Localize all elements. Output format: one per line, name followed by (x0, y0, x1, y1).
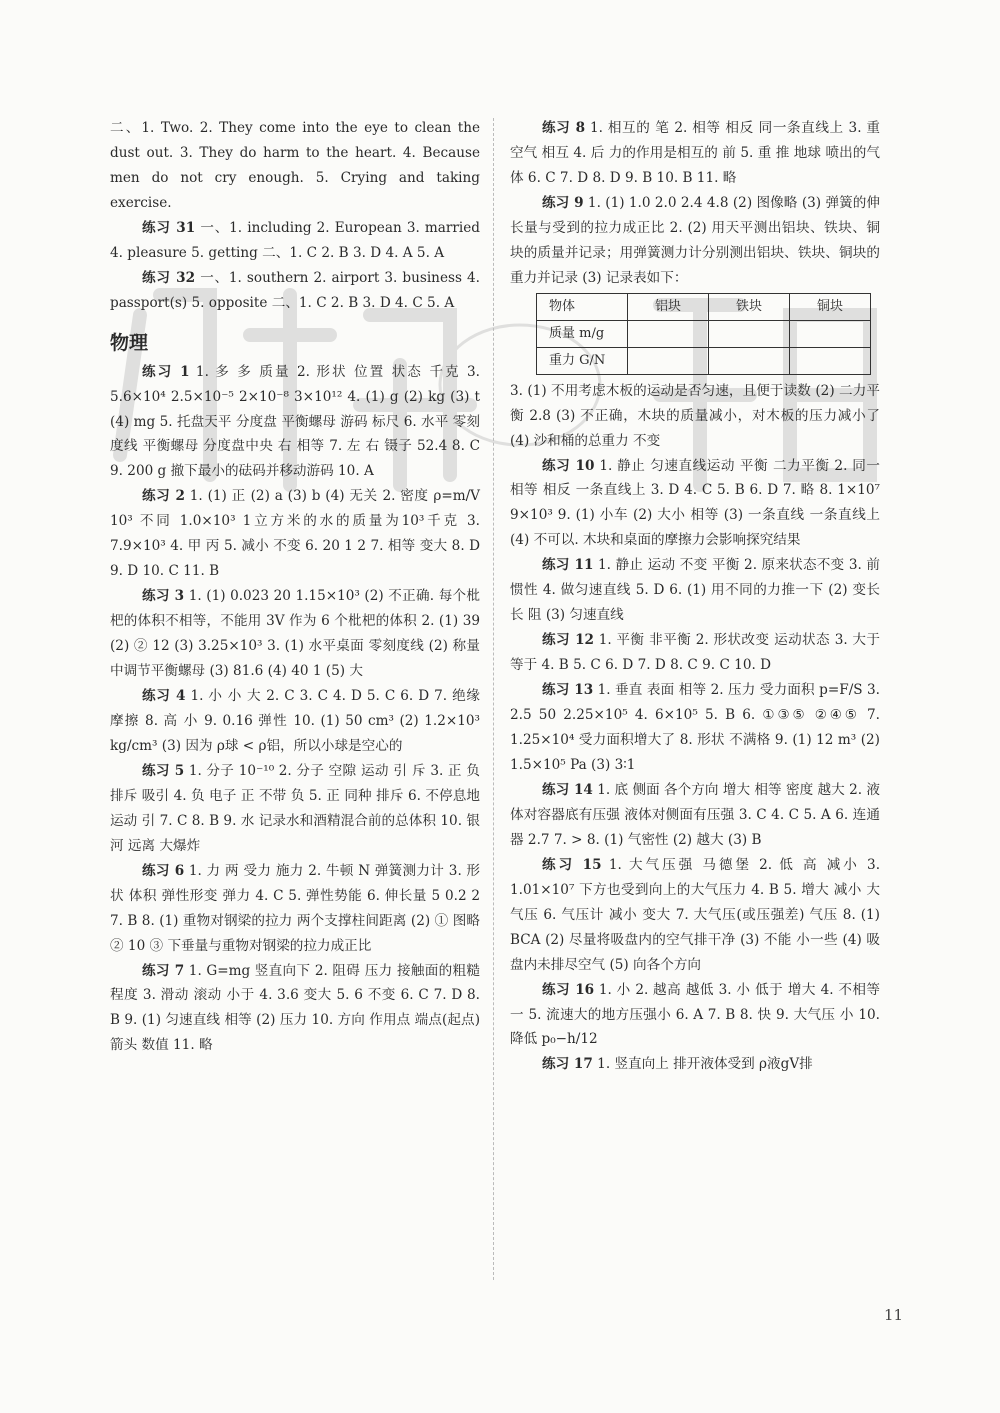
english-answers-continued: 二、1. Two. 2. They come into the eye to clean the dust out. 3. They do harm to the heart. 4. Because men do not cry enough. 5. Crying and taking exercise. (110, 120, 480, 211)
physics-exercise-2: 练习 2 1. (1) 正 (2) a (3) b (4) 无关 2. 密度 ρ=m/V 10³ 不同 1.0×10³ 1立方米的水的质量为10³千克 3. 7.9×10³ 4. 甲 丙 5. 减小 不变 6. 20 1 2 7. 相等 变大 8. D 9. D 10. C 11. B (110, 488, 480, 580)
physics-exercise-7: 练习 7 1. G=mg 竖直向下 2. 阻碍 压力 接触面的粗糙程度 3. 滑动 滚动 小于 4. 3.6 变大 5. 6 不变 6. C 7. D 8. B 9. (1) 匀速直线 相等 (2) 压力 10. 方向 作用点 端点(起点) 箭头 数值 11. 略 (110, 962, 480, 1054)
physics-exercise-13: 练习 13 1. 垂直 表面 相等 2. 压力 受力面积 p=F/S 3. 2.5 50 2.25×10⁵ 4. 6×10⁵ 5. B 6. ①③⑤ ②④⑤ 7. 1.25×10⁴ 受力面积增大了 8. 形状 不满格 9. (1) 12 m³ (2) 1.5×10⁵ Pa (3) 3∶1 (510, 682, 880, 773)
physics-exercise-1: 练习 1 1. 多 多 质量 2. 形状 位置 状态 千克 3. 5.6×10⁴ 2.5×10⁻⁵ 2×10⁻⁸ 3×10¹² 4. (1) g (2) kg (3) t (4) mg 5. 托盘天平 分度盘 平衡螺母 游码 标尺 6. 水平 零刻度线 平衡螺母 分度盘中央 右 相等 7. 左 右 镊子 52.4 8. C 9. 200 g 撤下最小的砝码并移动游码 10. A (110, 363, 480, 480)
table-cell (709, 320, 790, 347)
physics-exercise-9: 练习 9 1. (1) 1.0 2.0 2.4 4.8 (2) 图像略 (3) 弹簧的伸长量与受到的拉力成正比 2. (2) 用天平测出铝块、铁块、铜块的质量并记录；用弹簧测力计分别测出铝块、铁块、铜块的重力并记录 (3) 记录表如下： (510, 194, 880, 286)
table-cell (709, 347, 790, 374)
table-cell (628, 320, 709, 347)
physics-exercise-16: 练习 16 1. 小 2. 越高 越低 3. 小 低于 增大 4. 不相等 一 5. 流速大的地方压强小 6. A 7. B 8. 快 9. 大气压 小 10. 降低 p₀−h/12 (510, 981, 880, 1048)
record-table (536, 293, 871, 375)
physics-exercise-14: 练习 14 1. 底 侧面 各个方向 增大 相等 密度 越大 2. 液体对容器底有压强 液体对侧面有压强 3. C 4. C 5. A 6. 连通器 2.7 7. > 8. (1) 气密性 (2) 越大 (3) B (510, 781, 880, 848)
physics-exercise-3: 练习 3 1. (1) 0.023 20 1.15×10³ (2) 不正确. 每个枇杷的体积不相等，不能用 3V 作为 6 个枇杷的体积 2. (1) 39 (2) ② 12 (3) 3.25×10³ 3. (1) 水平桌面 零刻度线 (2) 称量中调节平衡螺母 (3) 81.6 (4) 40 1 (5) 大 (110, 588, 480, 680)
column-divider (493, 118, 494, 1280)
physics-exercise-4: 练习 4 1. 小 小 大 2. C 3. C 4. D 5. C 6. D 7. 绝缘 摩擦 8. 高 小 9. 0.16 弹性 10. (1) 50 cm³ (2) 1.2×10³ kg/cm³ (3) 因为 ρ球 < ρ铝，所以小球是空心的 (110, 688, 480, 754)
physics-exercise-17: 练习 17 1. 竖直向上 排开液体受到 ρ液gV排 (542, 1056, 813, 1073)
physics-exercise-15: 练习 15 1. 大气压强 马德堡 2. 低 高 减小 3. 1.01×10⁷ 下方也受到向上的大气压力 4. B 5. 增大 减小 大气压 6. 气压计 减小 变大 7. 大气压(或压强差) 气压 8. (1) BCA (2) 尽量将吸盘内的空气排干净 (3) 不能 小一些 (4) 吸盘内未排尽空气 (5) 向各个方向 (510, 856, 881, 973)
table-header-cell: 铜块 (790, 293, 871, 320)
physics-exercise-11: 练习 11 1. 静止 运动 不变 平衡 2. 原来状态不变 3. 前 惯性 4. 做匀速直线 5. D 6. (1) 用不同的力推一下 (2) 变长 长 阻 (3) 匀速直线 (510, 557, 880, 624)
table-row (537, 347, 871, 374)
table-header-cell: 铝块 (628, 293, 709, 320)
table-cell: 质量 m/g (537, 320, 628, 347)
physics-section-title: 物理 (110, 331, 149, 354)
table-header-cell: 物体 (537, 293, 628, 320)
physics-exercise-10: 练习 10 1. 静止 匀速直线运动 平衡 二力平衡 2. 同一 相等 相反 一条直线上 3. D 4. C 5. B 6. D 7. 略 8. 1×10⁷ 9×10³ 9. (1) 小车 (2) 大小 相等 (3) 一条直线 一条直线上 (4) 不可以. 木块和桌面的摩擦力会影响探究结果 (510, 457, 880, 549)
table-cell (628, 347, 709, 374)
page-number: 11 (884, 1306, 904, 1324)
physics-exercise-5: 练习 5 1. 分子 10⁻¹⁰ 2. 分子 空隙 运动 引 斥 3. 正 负 排斥 吸引 4. 负 电子 正 不带 负 5. 正 同种 排斥 6. 不停息地运动 引 7. C 8. B 9. 水 记录水和酒精混合前的总体积 10. 银河 远离 大爆炸 (110, 762, 480, 854)
physics-exercise-9-continued: 3. (1) 不用考虑木板的运动是否匀速，且便于读数 (2) 二力平衡 2.8 (3) 不正确，木块的质量减小，对木板的压力减小了 (4) 沙和桶的总重力 不变 (510, 382, 880, 449)
right-column (510, 116, 880, 1077)
table-cell (790, 320, 871, 347)
physics-exercise-12: 练习 12 1. 平衡 非平衡 2. 形状改变 运动状态 3. 大于 等于 4. B 5. C 6. D 7. D 8. C 9. C 10. D (510, 632, 880, 674)
table-header-cell: 铁块 (709, 293, 790, 320)
left-column (110, 116, 480, 1058)
physics-exercise-8: 练习 8 1. 相互的 笔 2. 相等 相反 同一条直线上 3. 重 空气 相互 4. 后 力的作用是相互的 前 5. 重 推 地球 喷出的气体 6. C 7. D 8. D 9. B 10. B 11. 略 (510, 120, 880, 186)
exercise-31: 练习 31 一、1. including 2. European 3. married 4. pleasure 5. getting 二、1. C 2. B 3. D 4. A 5. A (110, 219, 480, 261)
physics-exercise-6: 练习 6 1. 力 两 受力 施力 2. 牛顿 N 弹簧测力计 3. 形状 体积 弹性形变 弹力 4. C 5. 弹性势能 6. 伸长量 5 0.2 2 7. B 8. (1) 重物对钢梁的拉力 两个支撑柱间距离 (2) ① 图略 ② 10 ③ 下垂量与重物对钢梁的拉力成正比 (110, 862, 481, 954)
table-header-row (537, 293, 871, 320)
exercise-32: 练习 32 一、1. southern 2. airport 3. business 4. passport(s) 5. opposite 二、1. C 2. B 3. D 4. C 5. A (110, 269, 480, 311)
table-cell: 重力 G/N (537, 347, 628, 374)
table-row (537, 320, 871, 347)
table-cell (790, 347, 871, 374)
